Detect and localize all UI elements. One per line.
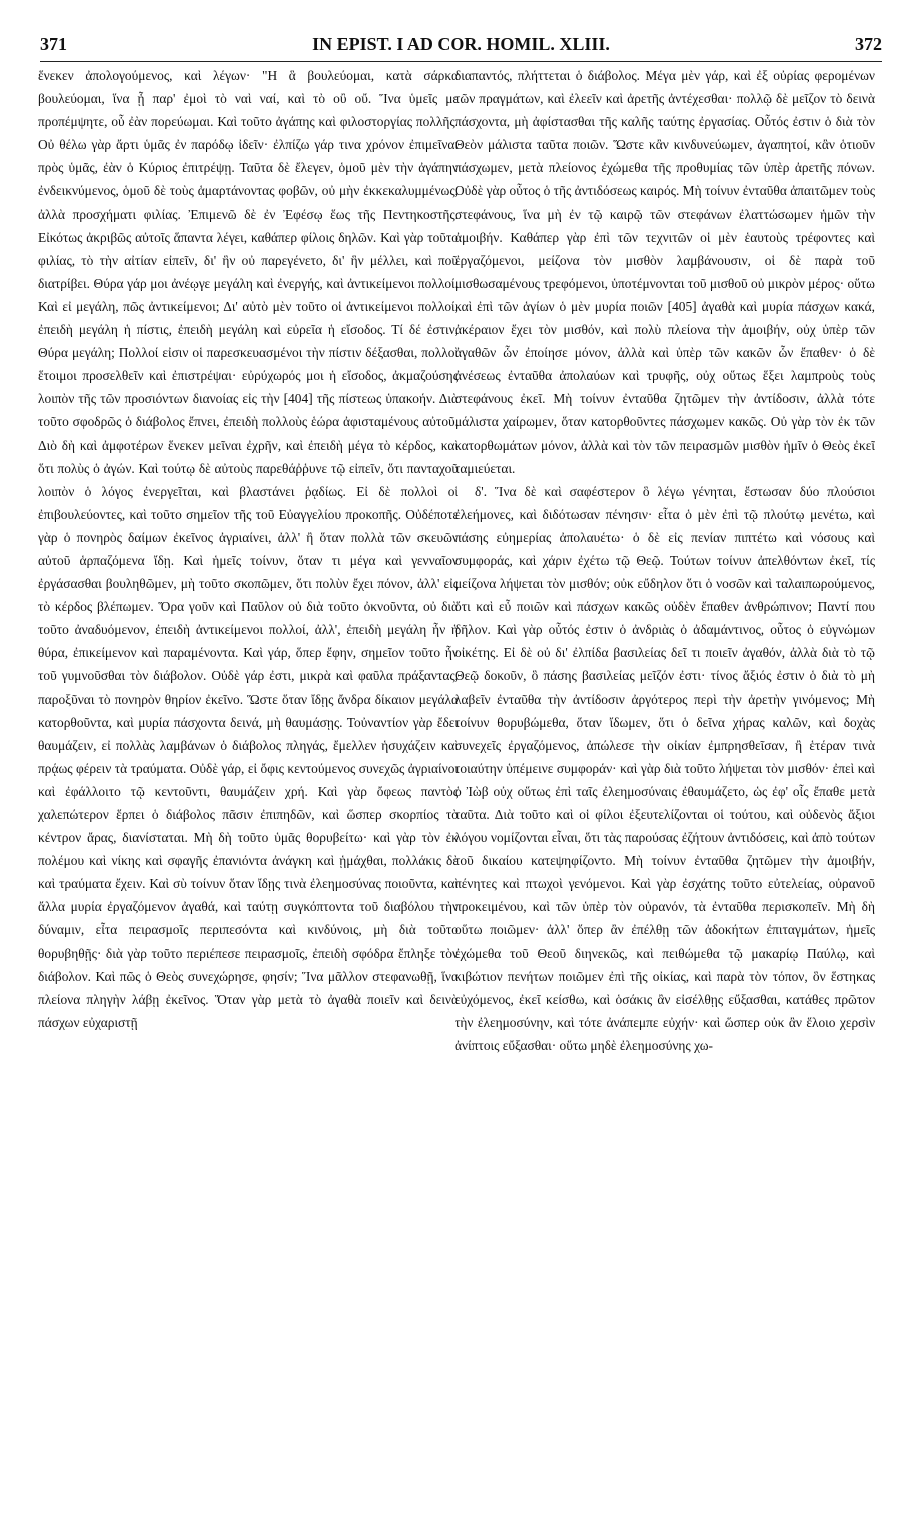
- page-number-right: 372: [855, 34, 882, 54]
- paragraph: δ'. Ἵνα δὲ καὶ σαφέστερον ὃ λέγω γένηται, ἔστωσαν δύο πλούσιοι ἐλεήμονες, καὶ διδότωσαν πένησιν· εἶτα ὁ μὲν ἐπὶ τῷ πλούτῳ μενέτω, καὶ πάσης εὐημερίας ἀπολαυέτω· ὁ δὲ εἰς πενίαν πιπτέτω καὶ νόσους καὶ συμφοράς, καὶ χάριν ἐχέτω τῷ Θεῷ. Τούτων τοίνυν ἀπελθόντων ἐκεῖ, τίς μείζονα λήψεται τὸν μισθόν; οὐκ εὔδηλον ὅτι ὁ νοσῶν καὶ ταλαιπωρούμενος, ὅτι καὶ εὖ ποιῶν καὶ πάσχων κακῶς οὐδὲν ἔπαθεν ἀνθρώπινον; Παντί που δῆλον. Καὶ γὰρ οὗτός ἐστιν ὁ ἀνδριὰς ὁ ἀδαμάντινος, οὗτος ὁ εὐγνώμων οἰκέτης. Εἰ δὲ οὐ δι' ἐλπίδα βασιλείας δεῖ τι ποιεῖν ἀγαθόν, ἀλλὰ διὰ τὸ τῷ Θεῷ δοκοῦν, ὃ πάσης βασιλείας μεῖζόν ἐστι· τίνος ἄξιός ἐστιν ὁ διὰ τὸ μὴ λαβεῖν ἐνταῦθα τὴν ἀντίδοσιν ἀργότερος περὶ τὴν ἀρετὴν γινόμενος; Μὴ τοίνυν θορυβώμεθα, ὅταν ἴδωμεν, ὅτι ὁ δεῖνα χήρας καλῶν, καὶ δοχὰς συνεχεῖς ἐργαζόμενος, ἀπώλεσε τὴν οἰκίαν ἐμπρησθεῖσαν, ἢ ἑτέραν τινὰ τοιαύτην ὑπέμεινε συμφοράν· καὶ γὰρ διὰ τοῦτο λήψεται τὸν μισθόν· ἐπεὶ καὶ ὁ Ἰὼβ οὐχ οὕτως ἐπὶ ταῖς ἐλεημοσύναις ἐθαυμάζετο, ὡς ἐφ' οἷς ἔπαθε μετὰ ταῦτα. Διὰ τοῦτο καὶ οἱ φίλοι ἐξευτελίζονται οἱ τούτου, καὶ οὐδενὸς ἄξιοι λόγου νομίζονται εἶναι, ὅτι τὰς παρούσας ἐζήτουν ἀντιδόσεις, καὶ ἀπὸ τούτων τοῦ δικαίου κατεψηφίζοντο. Μὴ τοίνυν ἐνταῦθα ζητῶμεν τὴν ἀμοιβήν, πένητες καὶ πτωχοὶ γενόμενοι. Καὶ γὰρ ἐσχάτης τοῦτο εὐτελείας, οὐρανοῦ προκειμένου, καὶ τῶν ὑπὲρ τὸν οὐρανόν, τὰ ἐνταῦθα περισκοπεῖν. Μὴ δὴ οὕτω ποιῶμεν· ἀλλ' ὅπερ ἂν ἐπέλθῃ τῶν ἀδοκήτων ἐπιταγμάτων, ἡμεῖς ἐχώμεθα τοῦ Θεοῦ διηνεκῶς, καὶ πειθώμεθα τῷ μακαρίῳ Παύλῳ, καὶ κιβώτιον πενήτων ποιῶμεν ἐπὶ τῆς οἰκίας, καὶ παρὰ τὸν τόπον, ὃν ἕστηκας εὐχόμενος, ἐκεῖ κείσθω, καὶ ὁσάκις ἂν εἰσέλθῃς εὔξασθαι, κατάθες πρῶτον τὴν ἐλεημοσύνην, καὶ τότε ἀνάπεμπε εὐχήν· καὶ ὥσπερ οὐκ ἂν ἕλοιο χερσὶν ἀνίπτοις εὔξασθαι· οὕτω μηδὲ ἐλεημοσύνης χω-: [455, 483, 875, 1053]
- running-title: IN EPIST. I AD COR. HOMIL. XLIII.: [312, 34, 610, 54]
- paragraph: ἕνεκεν ἀπολογούμενος, καὶ λέγων· "Η ἃ βουλεύομαι, κατὰ σάρκα βουλεύομαι, ἵνα ᾖ παρ' ἐμοὶ τὸ ναὶ ναί, καὶ τὸ οὒ οὔ. Ἵνα ὑμεῖς με προπέμψητε, οὗ ἐὰν πορεύωμαι. Καὶ τοῦτο ἀγάπης καὶ φιλοστοργίας πολλῆς. Οὐ θέλω γὰρ ἄρτι ὑμᾶς ἐν παρόδῳ ἰδεῖν· ἐλπίζω γάρ τινα χρόνον ἐπιμεῖναι πρὸς ὑμᾶς, ἐὰν ὁ Κύριος ἐπιτρέψῃ. Ταῦτα δὲ ἔλεγεν, ὁμοῦ μὲν τὴν ἀγάπην ἐνδεικνύμενος, ὁμοῦ δὲ τοὺς ἁμαρτάνοντας φοβῶν, οὐ μὴν ἐκκεκαλυμμένως, ἀλλὰ προσχήματι φιλίας. Ἐπιμενῶ δὲ ἐν Ἐφέσῳ ἕως τῆς Πεντηκοστῆς. Εἰκότως ἀκριβῶς αὐτοῖς ἅπαντα λέγει, καθάπερ φίλοις δηλῶν. Καὶ γὰρ τοῦτο φιλίας, τὸ τὴν αἰτίαν εἰπεῖν, δι' ἣν οὐ παρεγένετο, δι' ἣν μέλλει, καὶ ποῦ διατρίβει. Θύρα γάρ μοι ἀνέῳγε μεγάλη καὶ ἐνεργής, καὶ ἀντικείμενοι πολλοί. Καὶ εἰ μεγάλη, πῶς ἀντικείμενοι; Δι' αὐτὸ μὲν τοῦτο οἱ ἀντικείμενοι πολλοί, ἐπειδὴ μεγάλη ἡ πίστις, ἐπειδὴ μεγάλη καὶ εὐρεῖα ἡ εἴσοδος. Τί δέ ἐστιν, Θύρα μεγάλη; Πολλοί εἰσιν οἱ παρεσκευασμένοι τὴν πίστιν δέξασθαι, πολλοὶ ἕτοιμοι προσελθεῖν καὶ ἐπιστρέψαι· εὐρύχωρός μοι ἡ εἴσοδος, ἀκμαζούσης λοιπὸν τῆς τῶν προσιόντων διανοίας εἰς τὴν [404] τῆς πίστεως ὑπακοήν. Διὰ τοῦτο σφοδρῶς ὁ διάβολος ἔπνει, ἐπειδὴ πολλοὺς ἑώρα ἀφισταμένους αὐτοῦ. Διὸ δὴ καὶ ἀμφοτέρων ἕνεκεν μεῖναι ἐχρῆν, καὶ ἐπειδὴ μέγα τὸ κέρδος, καὶ ὅτι πολὺς ὁ ἀγών. Καὶ τούτῳ δὲ αὐτοὺς παρεθάῤῥυνε τῷ εἰπεῖν, ὅτι πανταχοῦ λοιπὸν ὁ λόγος ἐνεργεῖται, καὶ βλαστάνει ῥᾳδίως. Εἰ δὲ πολλοὶ οἱ ἐπιβουλεύοντες, καὶ τοῦτο σημεῖον τῆς τοῦ Εὐαγγελίου προκοπῆς. Οὐδέποτε γὰρ ὁ πονηρὸς δαίμων ἐκεῖνος ἀγριαίνει, ἀλλ' ἢ ὅταν πολλὰ τῶν σκευῶν αὐτοῦ ἁρπαζόμενα ἴδῃ. Καὶ ἡμεῖς τοίνυν, ὅταν τι μέγα καὶ γενναῖον ἐργάσασθαι βουληθῶμεν, μὴ τοῦτο σκοπῶμεν, ὅτι πολὺν ἔχει πόνον, ἀλλ' εἰς τὸ κέρδος βλέπωμεν. Ὅρα γοῦν καὶ Παῦλον οὐ διὰ τοῦτο ὀκνοῦντα, οὐ διὰ τοῦτο ἀναδυόμενον, ἐπειδὴ ἀντικείμενοι πολλοί, ἀλλ', ἐπειδὴ μεγάλη ἦν ἡ θύρα, ἐπικείμενον καὶ παραμένοντα. Καὶ γάρ, ὅπερ ἔφην, σημεῖον τοῦτο ἦν τοῦ γυμνοῦσθαι τὸν διάβολον. Οὐδὲ γάρ ἐστι, μικρὰ καὶ φαῦλα πράξαντας, παροξῦναι τὸ πονηρὸν θηρίον ἐκεῖνο. Ὥστε ὅταν ἴδῃς ἄνδρα δίκαιον μεγάλα κατορθοῦντα, καὶ μυρία πάσχοντα δεινά, μὴ θαυμάσῃς. Τοὐναντίον γὰρ ἔδει θαυμάζειν, εἰ πολλὰς λαμβάνων ὁ διάβολος πληγάς, ἔμελλεν ἡσυχάζειν καὶ πρᾴως φέρειν τὰ τραύματα. Οὐδὲ γάρ, εἰ ὄφις κεντούμενος συνεχῶς ἀγριαίνοι καὶ ἐφάλλοιτο τῷ κεντοῦντι, θαυμάζειν χρή. Καὶ γὰρ ὄφεως παντὸς χαλεπώτερον ἕρπει ὁ διάβολος πᾶσιν ἐπιπηδῶν, καὶ ὥσπερ σκορπίος τὸ κέντρον ἄρας, διανίσταται. Μὴ δὴ τοῦτο ὑμᾶς θορυβείτω· καὶ γὰρ τὸν ἐκ πολέμου καὶ νίκης καὶ σφαγῆς ἐπανιόντα ἀνάγκη καὶ ᾑμάχθαι, πολλάκις δὲ καὶ τραύματα ἔχειν. Καὶ σὺ τοίνυν ὅταν ἴδῃς τινὰ ἐλεημοσύνας ποιοῦντα, καὶ ἄλλα μυρία ἐργαζόμενον ἀγαθά, καὶ ταύτῃ συγκόπτοντα τοῦ διαβόλου τὴν δύναμιν, εἶτα πειρασμοῖς περιπεσόντα καὶ κινδύνοις, μὴ διὰ τοῦτο θορυβηθῇς· διὰ γὰρ τοῦτο περιέπεσε πειρασμοῖς, ἐπειδὴ σφόδρα ἔπληξε τὸν διάβολον. Καὶ πῶς ὁ Θεὸς συνεχώρησε, φησίν; Ἵνα μᾶλλον στεφανωθῇ, ἵνα πλείονα πληγὴν λάβῃ ἐκεῖνος. Ὅταν γὰρ μετὰ τὸ ἀγαθὰ ποιεῖν καὶ δεινὰ πάσχων εὐχαριστῇ: [38, 68, 458, 1030]
- header-rule: [40, 61, 882, 62]
- page-number-left: 371: [40, 34, 67, 54]
- text-column-left: [38, 64, 458, 1532]
- text-column-right: [455, 64, 875, 1532]
- paragraph: διαπαντός, πλήττεται ὁ διάβολος. Μέγα μὲν γάρ, καὶ ἐξ οὐρίας φερομένων τῶν πραγμάτων, καὶ ἐλεεῖν καὶ ἀρετῆς ἀντέχεσθαι· πολλῷ δὲ μεῖζον τὸ δεινὰ πάσχοντα, μὴ ἀφίστασθαι τῆς καλῆς ταύτης ἐργασίας. Οὗτός ἐστιν ὁ διὰ τὸν Θεὸν μάλιστα ταῦτα ποιῶν. Ὥστε κἂν κινδυνεύωμεν, ἀγαπητοί, κἂν ὁτιοῦν πάσχωμεν, μετὰ πλείονος ἐχώμεθα τῆς προθυμίας τῶν ὑπὲρ ἀρετῆς πόνων. Οὐδὲ γὰρ οὗτος ὁ τῆς ἀντιδόσεως καιρός. Μὴ τοίνυν ἐνταῦθα ἀπαιτῶμεν τοὺς στεφάνους, ἵνα μὴ ἐν τῷ καιρῷ τῶν στεφάνων ἐλαττώσωμεν ἡμῶν τὴν ἀμοιβήν. Καθάπερ γὰρ ἐπὶ τῶν τεχνιτῶν οἱ μὲν ἑαυτοὺς τρέφοντες καὶ ἐργαζόμενοι, μείζονα τὸν μισθὸν λαμβάνουσιν, οἱ δὲ παρὰ τοῦ μισθωσαμένους τρεφόμενοι, ὑποτέμνονται τοῦ μισθοῦ οὐ μικρὸν μέρος· οὕτω καὶ ἐπὶ τῶν ἁγίων ὁ μὲν μυρία ποιῶν [405] ἀγαθὰ καὶ μυρία πάσχων κακά, ἀκέραιον ἔχει τὸν μισθόν, καὶ πολὺ πλείονα τὴν ἀμοιβήν, οὐχ ὑπὲρ τῶν ἀγαθῶν ὧν ἐποίησε μόνον, ἀλλὰ καὶ ὑπὲρ τῶν κακῶν ὧν ἔπαθεν· ὁ δὲ ἀνέσεως ἐνταῦθα ἀπολαύων καὶ τρυφῆς, οὐχ οὕτως ἕξει λαμπροὺς τοὺς στεφάνους ἐκεῖ. Μὴ τοίνυν ἐνταῦθα ζητῶμεν τὴν ἀντίδοσιν, ἀλλὰ τότε μάλιστα χαίρωμεν, ὅταν κατορθοῦντες πάσχωμεν κακῶς. Οὐ γὰρ τὸν ἐκ τῶν κατορθωμάτων μόνον, ἀλλὰ καὶ τὸν τῶν πειρασμῶν μισθὸν ἡμῖν ὁ Θεὸς ἐκεῖ ταμιεύεται.: [455, 68, 875, 476]
- running-header: [40, 34, 882, 60]
